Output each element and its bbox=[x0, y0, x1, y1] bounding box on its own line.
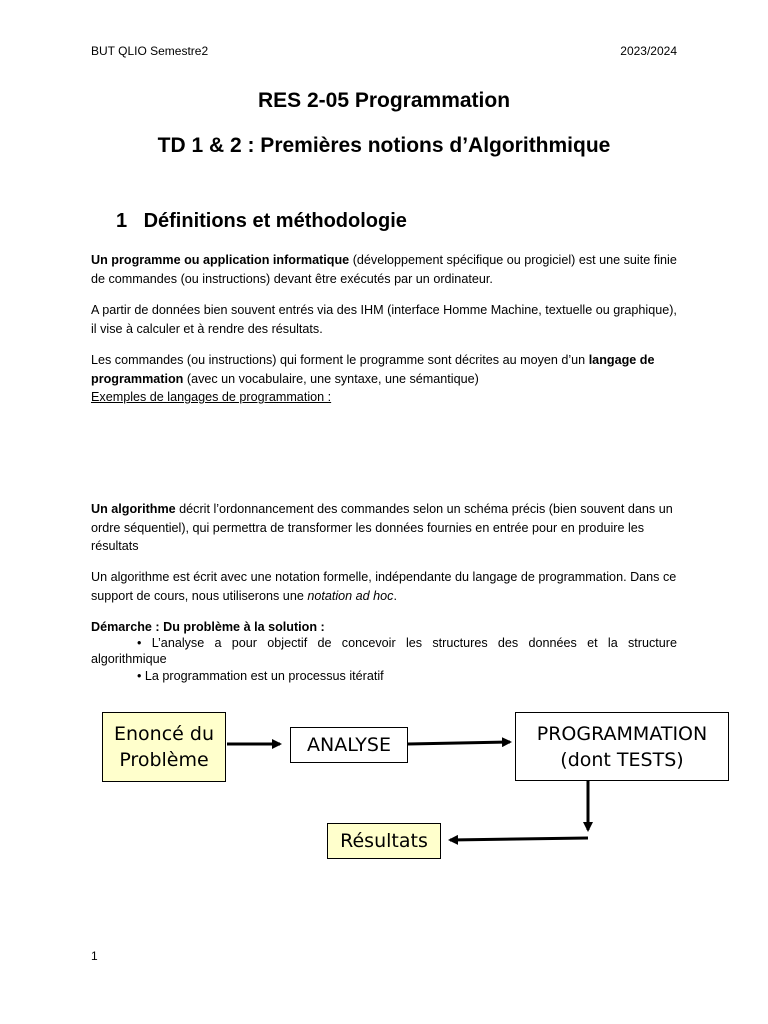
section-title: Définitions et méthodologie bbox=[143, 210, 407, 232]
header-left: BUT QLIO Semestre2 bbox=[91, 44, 209, 58]
box-enonce-label: Enoncé du Problème bbox=[114, 723, 214, 771]
box-analyse bbox=[290, 727, 408, 763]
term-programme: Un programme ou application informatique bbox=[91, 253, 350, 267]
section-number: 1 bbox=[116, 210, 128, 232]
term-algorithme: Un algorithme bbox=[91, 502, 176, 516]
arrow-analyse-to-programmation bbox=[408, 742, 510, 744]
box-programmation-label: PROGRAMMATION (dont TESTS) bbox=[536, 722, 708, 771]
box-resultats bbox=[327, 823, 441, 859]
notation-ad-hoc: notation ad hoc bbox=[307, 588, 394, 603]
paragraph-programme-text: (développement spécifique ou progiciel) est une suite finie de commandes (ou instructions) devant être exécutés par un ordinateur. bbox=[91, 253, 677, 286]
box-resultats-label: Résultats bbox=[340, 830, 428, 852]
box-programmation bbox=[515, 712, 729, 781]
examples-label: Exemples de langages de programmation : bbox=[91, 390, 332, 404]
td-title: TD 1 & 2 : Premières notions d’Algorithmique bbox=[157, 134, 611, 157]
term-langage: langage de programmation bbox=[91, 353, 655, 386]
bullet-programmation-text: La programmation est un processus itératif bbox=[144, 669, 384, 683]
box-analyse-label: ANALYSE bbox=[307, 734, 391, 756]
page-number: 1 bbox=[91, 949, 98, 963]
paragraph-langage-text: Les commandes (ou instructions) qui forment le programme sont décrites au moyen d’un bbox=[91, 353, 589, 367]
paragraph-ihm: A partir de données bien souvent entrés via des IHM (interface Homme Machine, textuelle ou graphique), il vise à calculer et à rendre des résultats. bbox=[91, 303, 677, 336]
arrow-to-resultats bbox=[450, 838, 588, 840]
bullet-analyse-text: L’analyse a pour objectif de concevoir les structures des données et la structure bbox=[151, 636, 677, 650]
bullet-programmation: • La programmation est un processus itératif bbox=[137, 669, 384, 683]
paragraph-langage-text2: (avec un vocabulaire, une syntaxe, une sémantique) bbox=[183, 371, 479, 386]
paragraph-notation-text2: . bbox=[393, 588, 397, 603]
paragraph-algorithme-text: décrit l’ordonnancement des commandes selon un schéma précis (bien souvent dans un ordre séquentiel), qui permettra de transformer les données fournies en entrée pour en produire les résultats bbox=[91, 502, 673, 553]
demarche-label: Démarche : Du problème à la solution : bbox=[91, 620, 325, 634]
box-enonce bbox=[102, 712, 226, 782]
bullet-analyse-line2: algorithmique bbox=[91, 652, 167, 666]
course-title: RES 2-05 Programmation bbox=[257, 89, 511, 112]
bullet-analyse-line1: • L’analyse a pour objectif de concevoir les structures des données et la structure bbox=[137, 636, 677, 650]
header-right: 2023/2024 bbox=[620, 44, 677, 58]
paragraph-notation-text: Un algorithme est écrit avec une notation formelle, indépendante du langage de programmation. Dans ce support de cours, nous utiliserons une bbox=[91, 570, 677, 603]
